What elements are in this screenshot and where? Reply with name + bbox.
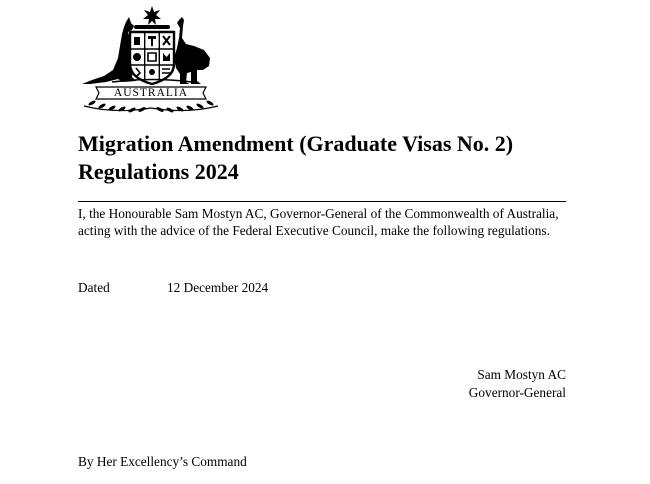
preamble <box>78 205 578 239</box>
dated-label: Dated <box>78 280 110 295</box>
preamble-line-1: I, the Honourable Sam Mostyn AC, Governor-General of the Commonwealth of Australia, <box>78 206 559 221</box>
command-line: By Her Excellency’s Command <box>78 454 247 469</box>
coat-of-arms-icon <box>76 4 226 116</box>
kangaroo-icon <box>82 17 136 84</box>
coat-of-arms-graphic <box>76 4 226 116</box>
title-rule <box>78 201 566 202</box>
title-line-2: Regulations 2024 <box>78 159 239 184</box>
document-title <box>78 130 598 186</box>
preamble-line-2: acting with the advice of the Federal Executive Council, make the following regulations. <box>78 223 550 238</box>
crest-name: AUSTRALIA <box>113 87 189 99</box>
emu-icon <box>174 17 210 84</box>
title-line-1: Migration Amendment (Graduate Visas No. 2) <box>78 131 514 156</box>
signature-block <box>469 366 566 402</box>
commonwealth-star-icon <box>143 6 161 25</box>
signatory-name: Sam Mostyn AC <box>477 367 566 382</box>
signatory-title: Governor-General <box>468 385 566 400</box>
dated-value: 12 December 2024 <box>167 280 269 295</box>
